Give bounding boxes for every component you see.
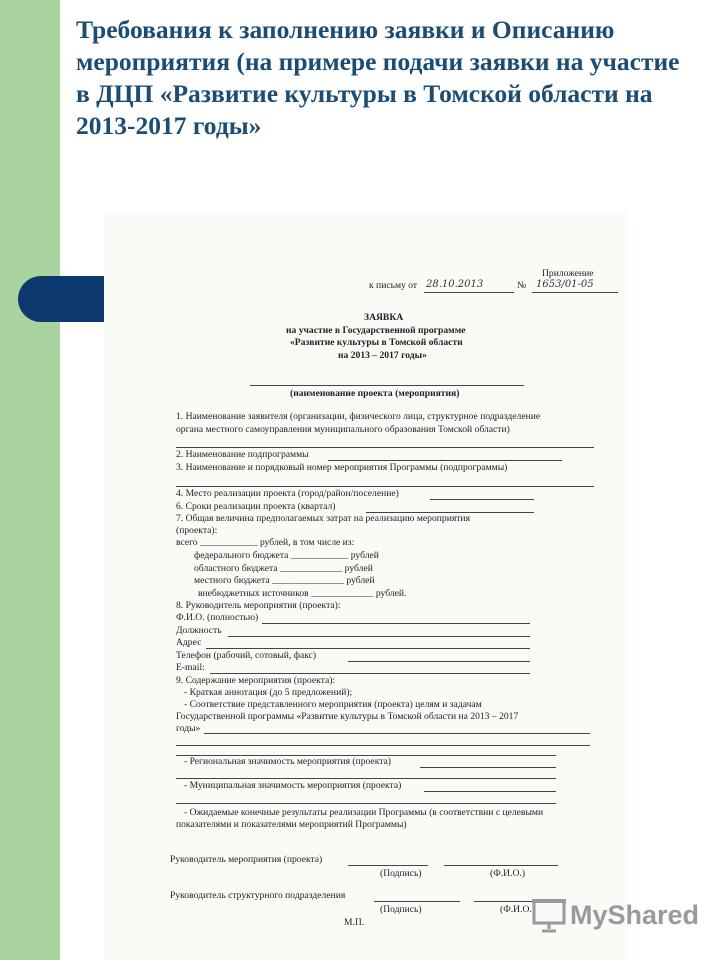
form-subheading-1: на участие в Государственной программе xyxy=(286,325,466,336)
annotation-item: - Краткая аннотация (до 5 предложений); xyxy=(184,687,353,698)
fio-answer-line xyxy=(262,623,530,624)
fio-caption-2: (Ф.И.О.) xyxy=(500,904,536,915)
scanned-application-form xyxy=(104,214,628,960)
municipal-answer-line-1 xyxy=(424,791,556,792)
green-side-bar xyxy=(0,0,60,960)
item-3: 3. Наименование и порядковый номер мероприятия Программы (подпрограммы) xyxy=(176,462,508,473)
project-name-caption: (наименование проекта (мероприятия) xyxy=(290,388,460,399)
stamp-place: М.П. xyxy=(344,917,365,928)
total-cost: всего ____________ рублей, в том числе из: xyxy=(176,537,355,548)
regional-answer-line-2 xyxy=(176,778,556,779)
municipal-answer-line-2 xyxy=(176,803,556,804)
federal-budget: федерального бюджета ____________ рублей xyxy=(194,550,379,561)
item-7-line-1: 7. Общая величина предполагаемых затрат на реализацию мероприятия xyxy=(176,513,470,524)
item-2-answer-line xyxy=(328,460,562,461)
projector-screen-icon xyxy=(530,896,568,934)
item-4-answer-line xyxy=(430,499,534,500)
regional-significance: - Региональная значимость мероприятия (проекта) xyxy=(184,756,391,767)
item-1-answer-line xyxy=(176,447,594,448)
correspondence-line-3: годы» xyxy=(176,723,201,734)
phone-answer-line xyxy=(348,661,530,662)
project-fio-line xyxy=(444,865,558,866)
item-1-line-2: органа местного самоуправления муниципального образования Томской области) xyxy=(176,424,510,435)
fio-field-label: Ф.И.О. (полностью) xyxy=(176,612,259,623)
item-9: 9. Содержание мероприятия (проекта): xyxy=(176,675,336,686)
item-3-answer-line xyxy=(176,486,594,487)
item-6: 6. Сроки реализации проекта (квартал) xyxy=(176,501,336,512)
appendix-label: Приложение xyxy=(542,268,594,279)
signature-caption: (Подпись) xyxy=(380,868,422,879)
head-of-unit-label: Руководитель структурного подразделения xyxy=(170,890,346,901)
blue-accent-tab xyxy=(18,276,104,322)
correspondence-line-2: Государственной программы «Развитие культуры в Томской области на 2013 – 2017 xyxy=(176,711,519,722)
results-line-2: показателями и показателями мероприятий Программы) xyxy=(176,819,407,830)
letter-ref-label: к письму от xyxy=(369,280,418,291)
watermark-text: MyShared xyxy=(570,900,700,930)
email-field-label: E-mail: xyxy=(176,662,205,673)
project-name-line xyxy=(250,385,524,386)
municipal-significance: - Муниципальная значимость мероприятия (проекта) xyxy=(184,780,402,791)
correspondence-answer-line-2 xyxy=(176,745,590,746)
item-2: 2. Наименование подпрограммы xyxy=(176,449,309,460)
item-1-line-1: 1. Наименование заявителя (организации, физического лица, структурное подразделение xyxy=(176,411,541,422)
extra-budget: внебюджетных источников _____________ рублей. xyxy=(198,588,407,599)
email-answer-line xyxy=(210,673,530,674)
form-heading: ЗАЯВКА xyxy=(364,312,404,323)
project-signature-line xyxy=(348,865,428,866)
regional-budget: областного бюджета _____________ рублей xyxy=(194,563,373,574)
item-7-line-2: (проекта): xyxy=(176,525,218,536)
letter-no-label: № xyxy=(517,280,527,291)
results-line-1: - Ожидаемые конечные результаты реализации Программы (в соответствии с целевыми xyxy=(184,807,544,818)
position-field-label: Должность xyxy=(176,625,222,636)
slide-title: Требования к заполнению заявки и Описанию мероприятия (на примере подачи заявки на участие в ДЦП «Развитие культуры в Томской области на 2013-2017 годы» xyxy=(76,15,680,140)
correspondence-line-1: - Соответствие представленного мероприятия (проекта) целям и задачам xyxy=(184,699,482,710)
form-subheading-2: «Развитие культуры в Томской области xyxy=(290,337,463,348)
address-field-label: Адрес xyxy=(176,637,202,648)
form-subheading-3: на 2013 – 2017 годы» xyxy=(338,350,427,361)
letter-date: 28.10.2013 xyxy=(426,279,484,290)
letter-number: 1653/01-05 xyxy=(536,279,594,290)
myshared-watermark xyxy=(530,896,700,936)
item-8: 8. Руководитель мероприятия (проекта): xyxy=(176,600,341,611)
correspondence-answer-line-1 xyxy=(204,733,590,734)
address-answer-line xyxy=(206,648,530,649)
signature-caption-2: (Подпись) xyxy=(380,904,422,915)
position-answer-line xyxy=(228,636,530,637)
number-underline xyxy=(532,292,618,293)
unit-signature-line xyxy=(374,901,460,902)
fio-caption: (Ф.И.О.) xyxy=(490,868,526,879)
item-4: 4. Место реализации проекта (город/район/поселение) xyxy=(176,488,399,499)
local-budget: местного бюджета _______________ рублей xyxy=(194,575,375,586)
regional-answer-line-1 xyxy=(420,767,556,768)
head-of-project-label: Руководитель мероприятия (проекта) xyxy=(170,854,323,865)
date-underline xyxy=(424,292,514,293)
phone-field-label: Телефон (рабочий, сотовый, факс) xyxy=(176,650,317,661)
